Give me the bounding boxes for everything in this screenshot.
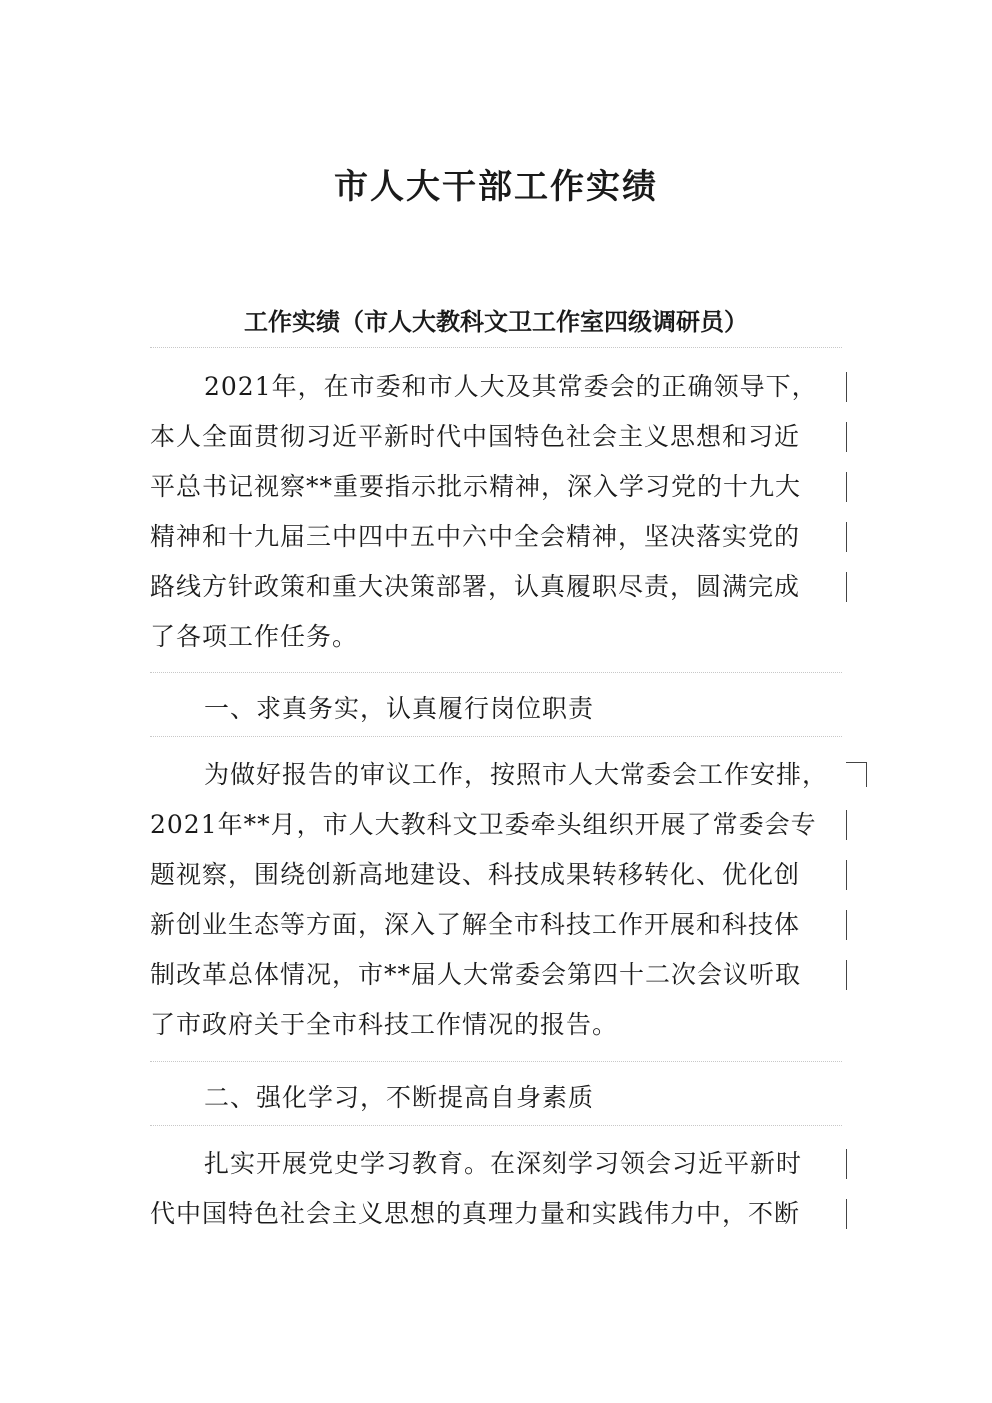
section-heading-1: 一、求真务实，认真履行岗位职责 [204, 694, 595, 723]
line-end-mark [846, 472, 847, 502]
paragraph-line: 了市政府关于全市科技工作情况的报告。 [150, 1010, 619, 1039]
section-heading-2: 二、强化学习，不断提高自身素质 [204, 1083, 595, 1112]
line-end-mark [846, 1199, 847, 1229]
paragraph-line: 2021年，在市委和市人大及其常委会的正确领导下， [204, 372, 818, 401]
dotted-rule [150, 672, 842, 673]
line-end-mark [846, 960, 847, 990]
line-end-mark [846, 422, 847, 452]
dotted-rule [150, 1125, 842, 1126]
line-end-mark [846, 860, 847, 890]
paragraph-line: 2021年**月，市人大教科文卫委牵头组织开展了常委会专 [150, 810, 817, 839]
line-end-mark [846, 572, 847, 602]
corner-crop-mark [846, 762, 867, 787]
paragraph-3 [150, 1139, 842, 1239]
paragraph-line: 为做好报告的审议工作，按照市人大常委会工作安排， [204, 760, 829, 789]
line-end-mark [846, 810, 847, 840]
paragraph-line: 了各项工作任务。 [150, 622, 359, 651]
paragraph-line: 新创业生态等方面，深入了解全市科技工作开展和科技体 [150, 910, 801, 939]
paragraph-line: 本人全面贯彻习近平新时代中国特色社会主义思想和习近 [150, 422, 801, 451]
document-subtitle: 工作实绩（市人大教科文卫工作室四级调研员） [244, 308, 748, 336]
line-end-mark [846, 910, 847, 940]
paragraph-line: 精神和十九届三中四中五中六中全会精神，坚决落实党的 [150, 522, 801, 551]
dotted-rule [150, 736, 842, 737]
line-end-mark [846, 522, 847, 552]
paragraph-line: 平总书记视察**重要指示批示精神，深入学习党的十九大 [150, 472, 802, 501]
line-end-mark [846, 372, 847, 402]
line-end-mark [846, 1149, 847, 1179]
page-title: 市人大干部工作实绩 [334, 167, 658, 207]
paragraph-1 [150, 362, 842, 662]
paragraph-2 [150, 750, 842, 1050]
paragraph-line: 制改革总体情况，市**届人大常委会第四十二次会议听取 [150, 960, 802, 989]
paragraph-line: 题视察，围绕创新高地建设、科技成果转移转化、优化创 [150, 860, 801, 889]
dotted-rule [150, 1061, 842, 1062]
paragraph-line: 代中国特色社会主义思想的真理力量和实践伟力中，不断 [150, 1199, 801, 1228]
paragraph-line: 扎实开展党史学习教育。在深刻学习领会习近平新时 [204, 1149, 803, 1178]
paragraph-line: 路线方针政策和重大决策部署，认真履职尽责，圆满完成 [150, 572, 801, 601]
dotted-rule [150, 347, 842, 348]
